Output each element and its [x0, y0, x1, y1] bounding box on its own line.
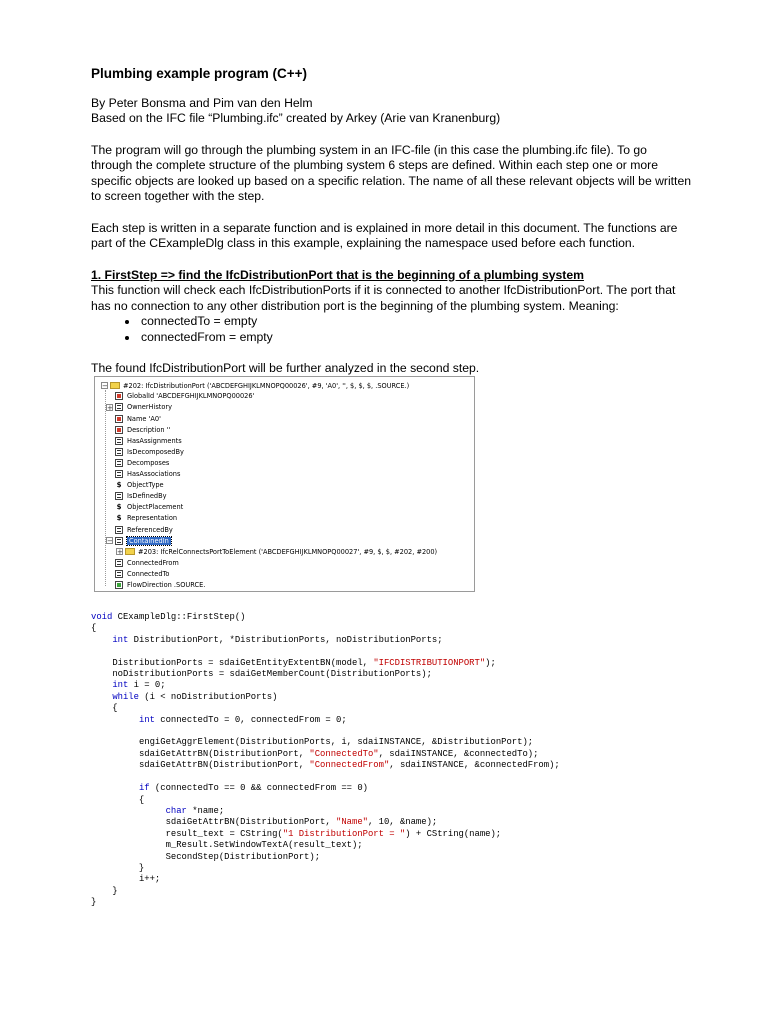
code-line: } [91, 897, 97, 908]
code-line: engiGetAggrElement(DistributionPorts, i, sdaiINSTANCE, &DistributionPort); [138, 737, 534, 748]
tree-row[interactable] [115, 524, 173, 535]
step1-heading: 1. FirstStep => find the IfcDistributionPort that is the beginning of a plumbing system [91, 267, 584, 282]
relation-icon [115, 470, 123, 478]
attribute-icon [115, 392, 123, 400]
tree-row-label: ConnectedFrom [127, 558, 179, 567]
relation-icon [115, 526, 123, 534]
tree-row[interactable] [115, 413, 161, 424]
relation-icon [115, 537, 123, 545]
relation-icon [115, 437, 123, 445]
relation-icon [115, 570, 123, 578]
page-title: Plumbing example program (C++) [91, 66, 308, 81]
code-line: { [91, 794, 145, 805]
code-line: { [91, 703, 118, 714]
tree-row-label: ObjectType [127, 481, 164, 490]
tree-row[interactable] [116, 546, 437, 557]
intro-paragraph: The program will go through the plumbing system in an IFC-file (in this case the plumbing.ifc file). To go through the complete structure of the plumbing system 6 steps are defined. Within each step one or more specific objects are looked up based on a specific relation. The name of all these relevant objects will be written to screen together with the step. [91, 142, 692, 203]
folder-icon [125, 548, 135, 555]
attribute-icon [115, 426, 123, 434]
tree-row-label: IsDecomposedBy [127, 447, 184, 456]
tree-row-label: ReferencedBy [127, 525, 173, 534]
relation-icon [115, 459, 123, 467]
tree-row[interactable] [115, 491, 167, 502]
dollar-icon: $ [116, 503, 122, 512]
tree-root-row[interactable] [101, 380, 409, 391]
tree-row-label: #203: IfcRelConnectsPortToElement ('ABCDEFGHIJKLMNOPQ00027', #9, $, $, #202, #200) [138, 547, 438, 556]
tree-row[interactable] [115, 568, 169, 579]
based-on-line: Based on the IFC file “Plumbing.ifc” created by Arkey (Arie van Kranenburg) [91, 111, 501, 125]
tree-root-label: #202: IfcDistributionPort ('ABCDEFGHIJKLMNOPQ00026', #9, 'A0', '', $, $, $, .SOURCE.) [123, 381, 410, 390]
tree-row[interactable] [115, 446, 184, 457]
ifc-tree-view[interactable] [94, 376, 475, 592]
tree-row-label: ContainedIn [129, 536, 169, 545]
collapse-icon[interactable]: − [107, 537, 113, 546]
found-paragraph: The found IfcDistributionPort will be further analyzed in the second step. [91, 361, 480, 375]
collapse-icon[interactable]: − [102, 382, 108, 390]
dollar-icon: $ [116, 481, 122, 490]
code-line: sdaiGetAttrBN(DistributionPort, "ConnectedTo", sdaiINSTANCE, &connectedTo); [138, 748, 539, 759]
tree-row-label: OwnerHistory [127, 403, 172, 412]
relation-icon [115, 559, 123, 567]
authors-line: By Peter Bonsma and Pim van den Helm [91, 95, 313, 110]
enum-icon [115, 581, 123, 589]
code-line: sdaiGetAttrBN(DistributionPort, "ConnectedFrom", sdaiINSTANCE, &connectedFrom); [138, 760, 560, 771]
tree-row-label: Description '' [127, 425, 171, 434]
tree-row[interactable] [115, 580, 205, 591]
document-body [91, 66, 691, 377]
relation-icon [115, 492, 123, 500]
step1-body: This function will check each IfcDistributionPorts if it is connected to another IfcDistributionPort. The port that has no connection to any other distribution port is the beginning of the plumbing system. Meaning: [91, 283, 676, 313]
tree-row-label: Decomposes [127, 458, 170, 467]
tree-row[interactable] [106, 402, 172, 413]
code-line: sdaiGetAttrBN(DistributionPort, "Name", 10, &name); [165, 817, 438, 828]
relation-icon [115, 403, 123, 411]
tree-row[interactable] [115, 557, 179, 568]
condition-item: • connectedTo = empty [139, 314, 691, 330]
folder-icon [110, 382, 120, 389]
tree-row[interactable] [115, 502, 183, 513]
code-line: char *name; [165, 805, 225, 816]
tree-row-label: IsDefinedBy [127, 492, 167, 501]
tree-row-label: Name 'A0' [127, 414, 161, 423]
tree-row[interactable] [115, 469, 180, 480]
tree-row-label: ConnectedTo [127, 569, 170, 578]
tree-row[interactable] [115, 457, 169, 468]
code-listing [91, 612, 711, 909]
code-line: } [91, 885, 118, 896]
expand-icon[interactable]: + [107, 403, 113, 412]
tree-row[interactable] [115, 480, 164, 491]
code-line: SecondStep(DistributionPort); [165, 851, 321, 862]
functions-paragraph: Each step is written in a separate function and is explained in more detail in this document. The functions are part of the CExampleDlg class in this example, explaining the namespace used before each function. [91, 220, 678, 250]
tree-row-label: Representation [127, 514, 178, 523]
tree-row-label: HasAssignments [127, 436, 182, 445]
tree-row[interactable] [115, 391, 254, 402]
condition-list [91, 314, 691, 345]
tree-row-label: ObjectPlacement [127, 503, 184, 512]
tree-row[interactable] [115, 435, 182, 446]
code-line: result_text = CString("1 DistributionPort = ") + CString(name); [165, 828, 502, 839]
tree-row-label: HasAssociations [127, 470, 181, 478]
code-line: noDistributionPorts = sdaiGetMemberCount(DistributionPorts); [112, 669, 432, 680]
code-line: if (connectedTo == 0 && connectedFrom == 0) [138, 783, 368, 794]
tree-row-label: GlobalId 'ABCDEFGHIJKLMNOPQ00026' [127, 392, 255, 401]
condition-item: • connectedFrom = empty [139, 330, 691, 346]
relation-icon [115, 448, 123, 456]
code-line: int DistributionPort, *DistributionPorts, noDistributionPorts; [112, 634, 443, 645]
attribute-icon [115, 415, 123, 423]
tree-row[interactable] [115, 513, 177, 524]
code-line: i++; [138, 874, 161, 885]
code-line: m_Result.SetWindowTextA(result_text); [165, 840, 363, 851]
code-line: } [91, 862, 145, 873]
tree-row-label: FlowDirection .SOURCE. [127, 581, 206, 589]
tree-row[interactable] [106, 535, 171, 546]
code-line: void CExampleDlg::FirstStep() [91, 612, 246, 622]
code-line: int i = 0; [112, 680, 166, 691]
code-line: DistributionPorts = sdaiGetEntityExtentBN(model, "IFCDISTRIBUTIONPORT"); [112, 657, 496, 668]
tree-row[interactable] [115, 424, 170, 435]
code-line: int connectedTo = 0, connectedFrom = 0; [138, 714, 347, 725]
code-line: { [91, 623, 97, 634]
expand-icon[interactable]: + [117, 548, 123, 557]
dollar-icon: $ [116, 514, 122, 523]
code-line: while (i < noDistributionPorts) [112, 691, 278, 702]
